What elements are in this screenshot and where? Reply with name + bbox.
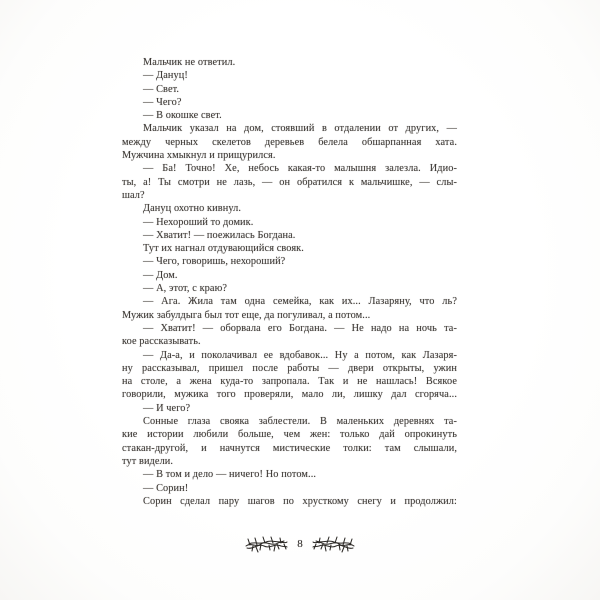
text-line: Сорин сделал пару шагов по хрусткому снегу и продолжил: bbox=[143, 495, 457, 507]
text-line: — А, этот, с краю? bbox=[143, 283, 228, 295]
paragraph bbox=[122, 229, 457, 242]
text-line: — Да-а, и поколачивал ее вдобавок... Ну а потом, как Лазаря- bbox=[143, 349, 457, 361]
paragraph bbox=[122, 295, 457, 322]
paragraph bbox=[122, 242, 457, 255]
text-line: тут видели. bbox=[122, 455, 174, 467]
paragraph bbox=[122, 216, 457, 229]
text-line: Мальчик указал на дом, стоявший в отдалении от других, — bbox=[143, 123, 457, 135]
paragraph bbox=[122, 56, 457, 69]
text-line: — И чего? bbox=[143, 402, 191, 414]
text-line: — Хватит! — оборвала его Богдана. — Не надо на ночь та- bbox=[143, 322, 457, 334]
text-line: — Хватит! — поежилась Богдана. bbox=[143, 229, 296, 241]
paragraph bbox=[122, 122, 457, 162]
text-line: — Чего, говоришь, нехороший? bbox=[143, 256, 286, 268]
text-line: ты, а! Ты смотри не лазь, — он обратился к мальчишке, — слы- bbox=[122, 176, 457, 188]
text-line: на столе, а жена куда-то запропала. Так и не нашлась! Всякое bbox=[122, 376, 457, 388]
paragraph bbox=[122, 282, 457, 295]
text-line: — Ба! Точно! Хе, небось какая-то малышня залезла. Идио- bbox=[143, 163, 457, 175]
text-line: Сонные глаза свояка заблестели. В маленьких деревнях та- bbox=[143, 416, 457, 428]
text-line: — Дом. bbox=[143, 269, 178, 281]
text-line: — Дануц! bbox=[143, 70, 188, 82]
paragraph bbox=[122, 322, 457, 349]
text-line: стакан-другой, и начнутся мистические толки: там слышали, bbox=[122, 442, 457, 454]
text-line: говорили, мужика того проверяли, мало ли, лишку дал сгоряча... bbox=[122, 389, 457, 401]
text-line: — Свет. bbox=[143, 83, 180, 95]
text-line: шал? bbox=[122, 189, 145, 201]
text-line: кие истории любили больше, чем жен: только дай опрокинуть bbox=[122, 429, 457, 441]
paragraph bbox=[122, 468, 457, 481]
paragraph bbox=[122, 69, 457, 82]
text-line: — Сорин! bbox=[143, 482, 189, 494]
paragraph bbox=[122, 402, 457, 415]
text-line: — В том и дело — ничего! Но потом... bbox=[143, 469, 317, 481]
paragraph bbox=[122, 96, 457, 109]
text-line: Тут их нагнал отдувающийся свояк. bbox=[143, 243, 304, 255]
text-line: — В окошке свет. bbox=[143, 110, 222, 122]
text-line: ну рассказывал, пришел после работы — двери открыты, ужин bbox=[122, 362, 457, 374]
paragraph bbox=[122, 109, 457, 122]
text-line: Мужик забулдыга был тот еще, да погуливал, а потом... bbox=[122, 309, 371, 321]
text-line: — Чего? bbox=[143, 96, 182, 108]
paragraph bbox=[122, 269, 457, 282]
paragraph bbox=[122, 349, 457, 402]
paragraph bbox=[122, 83, 457, 96]
page-number: 8 bbox=[297, 537, 303, 550]
paragraph bbox=[122, 255, 457, 268]
page-footer bbox=[122, 531, 478, 557]
paragraph bbox=[122, 162, 457, 202]
text-line: кое рассказывать. bbox=[122, 336, 201, 348]
paragraph bbox=[122, 495, 457, 508]
twig-flourish-left-icon bbox=[244, 533, 288, 555]
text-line: Дануц охотно кивнул. bbox=[143, 203, 242, 215]
paragraph bbox=[122, 202, 457, 215]
text-line: — Ага. Жила там одна семейка, как их... Лазаряну, что ль? bbox=[143, 296, 457, 308]
page-text bbox=[122, 56, 457, 508]
paragraph bbox=[122, 415, 457, 468]
paragraph bbox=[122, 482, 457, 495]
text-line: между черных скелетов деревьев белела обшарпанная хата. bbox=[122, 136, 457, 148]
twig-flourish-right-icon bbox=[312, 533, 356, 555]
text-line: Мужчина хмыкнул и прищурился. bbox=[122, 150, 276, 162]
text-line: Мальчик не ответил. bbox=[143, 57, 236, 68]
text-line: — Нехороший то домик. bbox=[143, 216, 254, 228]
